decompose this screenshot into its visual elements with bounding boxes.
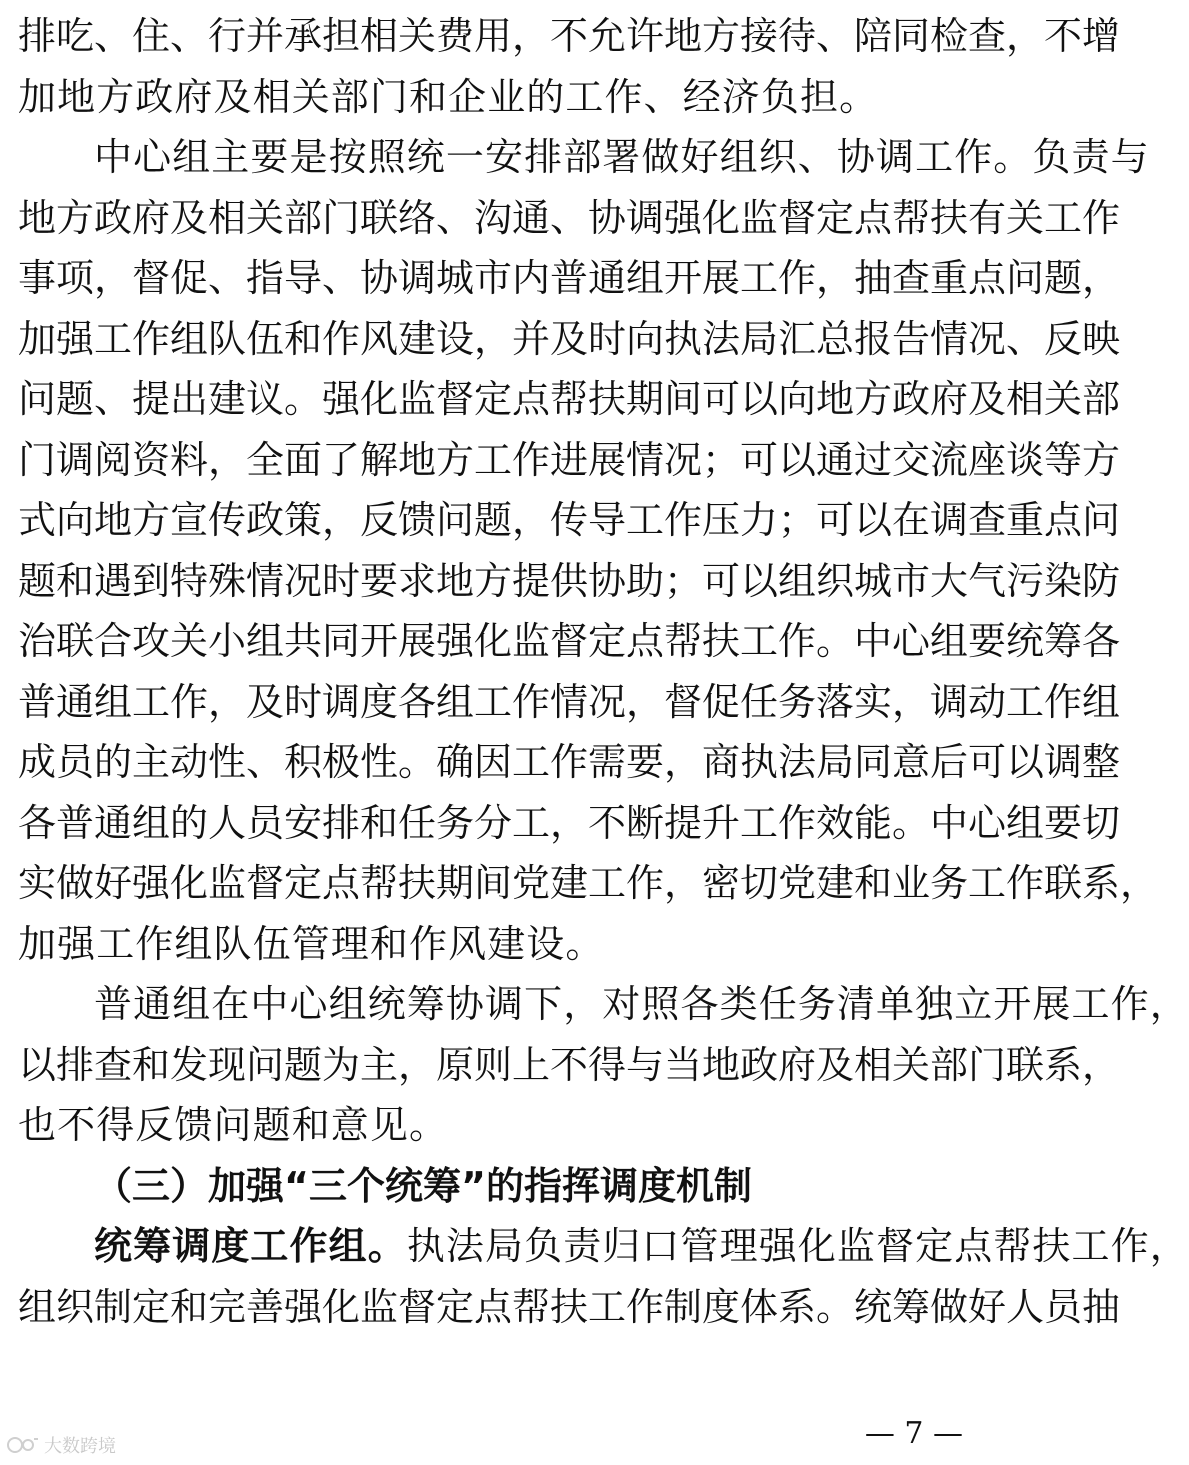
document-page — [18, 6, 1189, 1337]
text-line-rest: 执法局负责归口管理强化监督定点帮扶工作， — [406, 1224, 1189, 1268]
text-line: 式向地方宣传政策，反馈问题，传导工作压力；可以在调查重点问 — [18, 498, 1121, 542]
text-line: 加地方政府及相关部门和企业的工作、经济负担。 — [18, 74, 879, 119]
text-line: 组织制定和完善强化监督定点帮扶工作制度体系。统筹做好人员抽 — [18, 1284, 1121, 1329]
text-line: 门调阅资料，全面了解地方工作进展情况；可以通过交流座谈等方 — [18, 437, 1121, 482]
text-line: 成员的主动性、积极性。确因工作需要，商执法局同意后可以调整 — [18, 740, 1121, 784]
page-number: — 7 — — [864, 1416, 963, 1451]
text-line: 地方政府及相关部门联络、沟通、协调强化监督定点帮扶有关工作 — [18, 195, 1121, 240]
text-line: 题和遇到特殊情况时要求地方提供协助；可以组织城市大气污染防 — [18, 558, 1121, 603]
text-line: 普通组工作，及时调度各组工作情况，督促任务落实，调动工作组 — [18, 679, 1121, 724]
paragraph-start-line: 普通组在中心组统筹协调下，对照各类任务清单独立开展工作， — [94, 982, 1189, 1026]
text-line: 以排查和发现问题为主，原则上不得与当地政府及相关部门联系， — [18, 1042, 1121, 1087]
text-line: 排吃、住、行并承担相关费用，不允许地方接待、陪同检查，不增 — [18, 14, 1121, 58]
text-line: 事项，督促、指导、协调城市内普通组开展工作，抽查重点问题， — [18, 256, 1121, 300]
watermark-logo-icon — [6, 1435, 40, 1455]
watermark — [6, 1432, 116, 1458]
paragraph-start-line: 中心组主要是按照统一安排部署做好组织、协调工作。负责与 — [94, 135, 1150, 179]
text-line: 各普通组的人员安排和任务分工，不断提升工作效能。中心组要切 — [18, 800, 1121, 845]
text-line: 加强工作组队伍和作风建设，并及时向执法局汇总报告情况、反映 — [18, 316, 1121, 361]
text-line: 实做好强化监督定点帮扶期间党建工作，密切党建和业务工作联系， — [18, 861, 1159, 905]
text-line: 也不得反馈问题和意见。 — [18, 1103, 449, 1147]
bold-lead-text: 统筹调度工作组。 — [94, 1224, 407, 1268]
text-line: 加强工作组队伍管理和作风建设。 — [18, 921, 605, 966]
section-heading: （三）加强“三个统筹”的指挥调度机制 — [94, 1163, 752, 1208]
paragraph-start-line — [18, 1216, 1189, 1277]
text-line: 问题、提出建议。强化监督定点帮扶期间可以向地方政府及相关部 — [18, 377, 1121, 421]
text-line: 治联合攻关小组共同开展强化监督定点帮扶工作。中心组要统筹各 — [18, 619, 1121, 663]
watermark-text: 大数跨境 — [44, 1436, 116, 1457]
